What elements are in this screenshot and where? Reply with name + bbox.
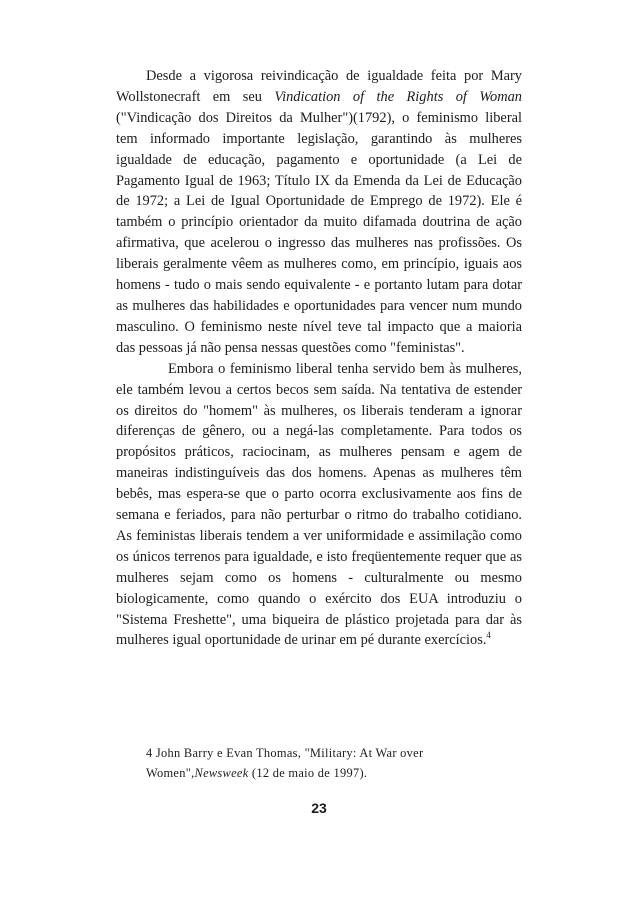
paragraph-1-text-1: Desde a vigorosa reivindicação de igualdade feita por Mary Wollstonecraft em seu	[116, 68, 522, 105]
paragraph-2	[116, 359, 522, 652]
footnote-source-italic: Newsweek	[194, 766, 249, 780]
page-number: 23	[311, 800, 327, 816]
paragraph-1	[116, 66, 522, 359]
footnote	[146, 743, 506, 783]
footnote-reference: 4	[486, 630, 491, 641]
footnote-text: John Barry e Evan Thomas, "Military: At War over Women",	[146, 746, 424, 780]
body-text	[116, 66, 522, 651]
paragraph-2-text: Embora o feminismo liberal tenha servido bem às mulheres, ele também levou a certos becos sem saída. Na tentativa de estender os direitos do "homem" às mulheres, os liberais tenderam a ignorar diferenças de gênero, ou a negá-las completamente. Para todos os propósitos práticos, raciocinam, as mulheres pensam e agem de maneiras indistinguíveis das dos homens. Apenas as mulheres têm bebês, mas espera-se que o parto ocorra exclusivamente aos fins de semana e feriados, para não perturbar o ritmo do trabalho cotidiano. As feministas liberais tendem a ver uniformidade e assimilação como os únicos terrenos para igualdade, e isto freqüentemente requer que as mulheres sejam como os homens - culturalmente ou mesmo biologicamente, como quando o exército dos EUA introduziu o "Sistema Freshette", uma biqueira de plástico projetada para dar às mulheres igual oportunidade de urinar em pé durante exercícios.	[116, 360, 522, 649]
footnote-number: 4	[146, 746, 153, 760]
paragraph-1-text-2: ("Vindicação dos Direitos da Mulher")(1792), o feminismo liberal tem informado importante legislação, garantindo às mulheres igualdade de educação, pagamento e oportunidade (a Lei de Pagamento Igual de 1963; Título IX da Emenda da Lei de Educação de 1972; a Lei de Igual Oportunidade de Emprego de 1972). Ele é também o princípio orientador da muito difamada doutrina de ação afirmativa, que acelerou o ingresso das mulheres nas profissões. Os liberais geralmente vêem as mulheres como, em princípio, iguais aos homens - tudo o mais sendo equivalente - e portanto lutam para dotar as mulheres das habilidades e oportunidades para vencer num mundo masculino. O feminismo neste nível teve tal impacto que a maioria das pessoas já não pensa nessas questões como "feministas".	[116, 109, 522, 356]
footnote-tail: (12 de maio de 1997).	[248, 766, 368, 780]
book-title-italic: Vindication of the Rights of Woman	[274, 88, 522, 105]
